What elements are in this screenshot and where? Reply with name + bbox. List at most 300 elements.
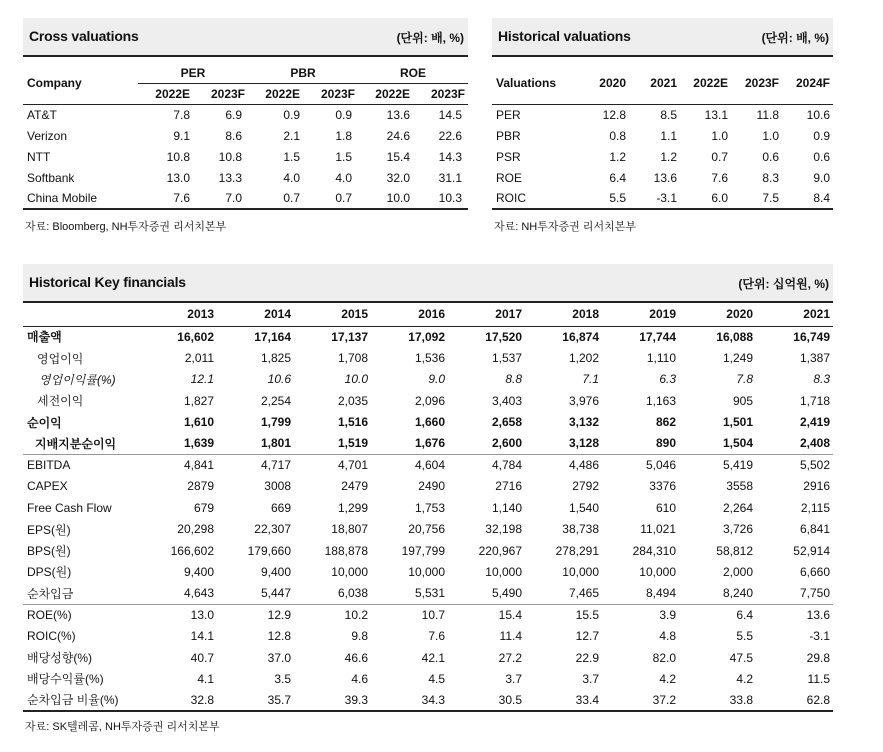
value-cell: 4.0 — [335, 170, 352, 185]
value-cell: 1,753 — [414, 500, 445, 515]
key-financials-body — [23, 326, 833, 711]
key-financials-source: 자료: SK텔레콤, NH투자증권 리서치본부 — [25, 721, 220, 733]
metric-name: CAPEX — [27, 479, 68, 494]
value-cell: 1,519 — [337, 436, 368, 451]
value-cell: 862 — [655, 415, 676, 430]
metric-name: 지배지분순이익 — [35, 436, 117, 451]
historical-valuations-table — [492, 63, 833, 210]
company-name: China Mobile — [23, 188, 138, 209]
table-row — [23, 583, 833, 604]
value-cell: 610 — [655, 500, 676, 515]
year-header: 2022E — [375, 86, 410, 101]
value-cell: 16,088 — [716, 329, 753, 344]
historical-valuations-panel — [492, 18, 833, 238]
value-cell: 6.4 — [679, 604, 756, 625]
value-cell: 10,000 — [562, 564, 599, 579]
value-cell: 0.6 — [813, 149, 830, 164]
value-cell: 6,660 — [799, 564, 830, 579]
historical-valuations-title: Historical valuations — [498, 28, 631, 44]
value-cell: 11.5 — [807, 671, 830, 686]
table-row — [23, 454, 833, 475]
value-cell: 30.5 — [448, 690, 525, 711]
metric-name: 세전이익 — [37, 394, 84, 409]
value-cell: 1,140 — [491, 500, 522, 515]
value-cell: 12.7 — [575, 629, 599, 644]
year-header: 2013 — [187, 307, 214, 322]
key-financials-header — [23, 264, 833, 303]
table-row — [492, 188, 833, 209]
valuation-name: ROE — [496, 170, 523, 185]
value-cell: 8.8 — [505, 372, 522, 387]
value-cell: 4.1 — [197, 671, 214, 686]
label-header — [23, 303, 140, 326]
value-cell: 6,038 — [337, 586, 368, 601]
value-cell: 8.5 — [660, 107, 677, 122]
value-cell: 2,000 — [722, 564, 753, 579]
value-cell: 8,240 — [722, 586, 753, 601]
value-cell: 2,254 — [260, 393, 291, 408]
value-cell: 8.6 — [225, 128, 242, 143]
year-header: 2021 — [650, 76, 677, 91]
value-cell: 40.7 — [190, 650, 214, 665]
year-header: 2021 — [803, 307, 830, 322]
table-row — [23, 647, 833, 668]
valuation-name: PSR — [496, 149, 521, 164]
value-cell: 1,825 — [260, 351, 291, 366]
historical-valuations-source: 자료: NH투자증권 리서치본부 — [494, 221, 636, 233]
value-cell: 8.4 — [782, 188, 833, 209]
table-row — [23, 390, 833, 411]
value-cell: 7.6 — [711, 170, 728, 185]
table-row — [23, 188, 468, 209]
value-cell: 6.9 — [225, 107, 242, 122]
metric-name: 배당성향(%) — [27, 651, 93, 666]
metric-name: ROE(%) — [23, 604, 140, 625]
value-cell: 2716 — [495, 479, 522, 494]
value-cell: 2,096 — [414, 393, 445, 408]
value-cell: 2916 — [803, 479, 830, 494]
value-cell: 6.0 — [680, 188, 731, 209]
value-cell: 6.3 — [659, 372, 676, 387]
metric-name: 순차입금 비율(%) — [23, 690, 140, 711]
metric-name: 순차입금 — [27, 586, 74, 601]
value-cell: 32.8 — [140, 690, 217, 711]
value-cell: 0.9 — [335, 107, 352, 122]
value-cell: 2879 — [187, 479, 214, 494]
value-cell: 1,110 — [646, 351, 676, 366]
value-cell: 1,536 — [414, 351, 445, 366]
cross-valuations-header — [23, 18, 468, 57]
value-cell: 11.8 — [756, 107, 779, 122]
value-cell: 8,494 — [645, 586, 676, 601]
table-row — [23, 540, 833, 561]
company-name: NTT — [27, 149, 51, 164]
value-cell: 9,400 — [183, 564, 214, 579]
table-row — [23, 690, 833, 711]
value-cell: 18,807 — [331, 522, 368, 537]
year-header: 2023F — [430, 86, 465, 101]
value-cell: 3,976 — [568, 393, 599, 408]
table-row — [492, 125, 833, 146]
value-cell: 5.5 — [736, 629, 753, 644]
value-cell: 9.0 — [813, 170, 830, 185]
value-cell: 20,756 — [408, 522, 445, 537]
value-cell: 12.8 — [267, 629, 291, 644]
value-cell: 1,501 — [722, 415, 753, 430]
value-cell: 9,400 — [260, 564, 291, 579]
table-row — [23, 604, 833, 625]
value-cell: 13.6 — [756, 604, 833, 625]
table-row — [23, 561, 833, 582]
value-cell: 6.4 — [609, 170, 626, 185]
value-cell: 3.5 — [274, 671, 291, 686]
table-row — [492, 146, 833, 167]
value-cell: 33.4 — [525, 690, 602, 711]
value-cell: 17,744 — [639, 329, 676, 344]
value-cell: 3,132 — [568, 415, 599, 430]
historical-valuations-body — [492, 104, 833, 209]
value-cell: 0.9 — [283, 107, 300, 122]
value-cell: 1,718 — [799, 393, 830, 408]
cross-valuations-title: Cross valuations — [29, 28, 139, 44]
value-cell: 17,164 — [254, 329, 291, 344]
key-financials-header-row — [23, 303, 833, 326]
valuation-name: PER — [496, 107, 521, 122]
value-cell: 14.3 — [438, 149, 462, 164]
company-name: Verizon — [27, 128, 68, 143]
year-header: 2020 — [726, 307, 753, 322]
year-header: 2023F — [320, 86, 355, 101]
value-cell: 0.7 — [711, 149, 728, 164]
value-cell: 22.9 — [575, 650, 599, 665]
metric-name: ROIC(%) — [27, 629, 76, 644]
metric-name: EPS(원) — [27, 522, 71, 537]
table-row — [23, 104, 468, 125]
table-row — [23, 668, 833, 689]
value-cell: 7.8 — [736, 372, 753, 387]
value-cell: 8.3 — [762, 170, 779, 185]
value-cell: 8.3 — [813, 372, 830, 387]
value-cell: 12.1 — [190, 372, 214, 387]
value-cell: 39.3 — [294, 690, 371, 711]
value-cell: 10.8 — [166, 149, 190, 164]
value-cell: 12.8 — [602, 107, 626, 122]
company-header: Company — [23, 63, 138, 104]
year-header: 2017 — [495, 307, 522, 322]
value-cell: 15.4 — [448, 604, 525, 625]
value-cell: 12.9 — [217, 604, 294, 625]
value-cell: 11.4 — [499, 629, 522, 644]
table-row — [23, 347, 833, 368]
value-cell: 37.0 — [267, 650, 291, 665]
value-cell: -3.1 — [809, 629, 830, 644]
table-row — [492, 167, 833, 188]
value-cell: 0.8 — [609, 128, 626, 143]
value-cell: 14.1 — [190, 629, 214, 644]
value-cell: 1,610 — [183, 415, 214, 430]
value-cell: 31.1 — [438, 170, 462, 185]
metric-name: 영업이익률(%) — [39, 372, 116, 387]
value-cell: 15.4 — [386, 149, 410, 164]
value-cell: 10.0 — [344, 372, 368, 387]
value-cell: 32.0 — [386, 170, 410, 185]
value-cell: 13.0 — [140, 604, 217, 625]
group-header-pbr: PBR — [248, 63, 358, 83]
value-cell: 5,502 — [756, 454, 833, 475]
year-header: 2014 — [264, 307, 291, 322]
year-header: 2015 — [341, 307, 368, 322]
value-cell: 7,750 — [799, 586, 830, 601]
year-header: 2023F — [744, 76, 779, 91]
value-cell: 16,874 — [562, 329, 599, 344]
metric-name: 순이익 — [27, 415, 62, 430]
historical-valuations-header — [492, 18, 833, 57]
value-cell: 1,516 — [337, 415, 368, 430]
value-cell: 4.2 — [659, 671, 676, 686]
value-cell: 52,914 — [793, 543, 830, 558]
value-cell: 1,163 — [645, 393, 676, 408]
value-cell: 10,000 — [408, 564, 445, 579]
value-cell: 905 — [732, 393, 753, 408]
year-header: 2022E — [155, 86, 190, 101]
cross-valuations-source: 자료: Bloomberg, NH투자증권 리서치본부 — [25, 221, 227, 233]
value-cell: 179,660 — [247, 543, 291, 558]
value-cell: 284,310 — [632, 543, 676, 558]
value-cell: 4.0 — [283, 170, 300, 185]
value-cell: 7,465 — [568, 586, 599, 601]
value-cell: 13.3 — [218, 170, 242, 185]
value-cell: 4.6 — [351, 671, 368, 686]
year-header: 2022E — [265, 86, 300, 101]
value-cell: 9.8 — [351, 629, 368, 644]
value-cell: 10.7 — [371, 604, 448, 625]
value-cell: 3.7 — [582, 671, 599, 686]
metric-name: 매출액 — [27, 330, 62, 345]
value-cell: 5,447 — [260, 586, 291, 601]
value-cell: 17,137 — [331, 329, 368, 344]
value-cell: 1.5 — [335, 149, 352, 164]
value-cell: 2,419 — [799, 415, 830, 430]
metric-name: DPS(원) — [27, 565, 72, 580]
value-cell: 4,643 — [183, 586, 214, 601]
value-cell: 11,021 — [640, 522, 676, 537]
value-cell: 278,291 — [555, 543, 599, 558]
value-cell: 2,264 — [722, 500, 753, 515]
year-header: 2024F — [795, 76, 830, 91]
group-header-per: PER — [138, 63, 248, 83]
value-cell: 5,419 — [679, 454, 756, 475]
year-header: 2016 — [418, 307, 445, 322]
value-cell: 35.7 — [217, 690, 294, 711]
value-cell: 29.8 — [806, 650, 830, 665]
value-cell: 679 — [193, 500, 214, 515]
value-cell: 1,827 — [183, 393, 214, 408]
value-cell: 0.9 — [813, 128, 830, 143]
cross-valuations-panel — [23, 18, 468, 238]
metric-name: BPS(원) — [27, 544, 71, 559]
value-cell: 58,812 — [716, 543, 753, 558]
value-cell: 2,408 — [799, 436, 830, 451]
value-cell: 7.6 — [428, 629, 445, 644]
value-cell: 22,307 — [254, 522, 291, 537]
value-cell: 1,537 — [491, 351, 522, 366]
table-row — [23, 476, 833, 497]
value-cell: 1,387 — [799, 351, 830, 366]
company-name: AT&T — [27, 107, 57, 122]
value-cell: 1.8 — [335, 128, 352, 143]
value-cell: 6,841 — [799, 522, 830, 537]
value-cell: 14.5 — [438, 107, 462, 122]
value-cell: 17,520 — [485, 329, 522, 344]
value-cell: 10.0 — [358, 188, 413, 209]
company-name: Softbank — [27, 170, 75, 185]
value-cell: 4,841 — [140, 454, 217, 475]
year-header: 2022E — [693, 76, 728, 91]
value-cell: 3,403 — [491, 393, 522, 408]
value-cell: 82.0 — [652, 650, 676, 665]
value-cell: 2490 — [418, 479, 445, 494]
value-cell: 2,115 — [800, 500, 830, 515]
value-cell: 10.8 — [218, 149, 242, 164]
value-cell: 3.7 — [505, 671, 522, 686]
value-cell: 1,660 — [414, 415, 445, 430]
value-cell: 10,000 — [331, 564, 368, 579]
value-cell: 46.6 — [344, 650, 368, 665]
value-cell: 4.8 — [659, 629, 676, 644]
metric-name: 영업이익 — [37, 351, 84, 366]
value-cell: 62.8 — [756, 690, 833, 711]
value-cell: 13.1 — [704, 107, 728, 122]
value-cell: 7.0 — [193, 188, 248, 209]
year-header: 2023F — [210, 86, 245, 101]
value-cell: 4,604 — [371, 454, 448, 475]
historical-valuations-unit: (단위: 배, %) — [761, 31, 829, 45]
metric-name: EBITDA — [23, 454, 140, 475]
value-cell: 2,658 — [491, 415, 522, 430]
value-cell: 2792 — [572, 479, 599, 494]
value-cell: 7.1 — [582, 372, 599, 387]
table-row — [23, 369, 833, 390]
value-cell: 27.2 — [498, 650, 522, 665]
value-cell: 4,784 — [448, 454, 525, 475]
value-cell: 7.5 — [731, 188, 782, 209]
value-cell: 5,490 — [491, 586, 522, 601]
value-cell: 1,249 — [722, 351, 753, 366]
value-cell: 1,708 — [337, 351, 368, 366]
value-cell: 3,726 — [722, 522, 753, 537]
value-cell: 10.3 — [413, 188, 468, 209]
historical-valuations-header-row — [492, 63, 833, 104]
table-row — [23, 433, 833, 454]
value-cell: 1,299 — [337, 500, 368, 515]
value-cell: 10.6 — [267, 372, 291, 387]
value-cell: 24.6 — [386, 128, 410, 143]
table-row — [23, 519, 833, 540]
value-cell: 188,878 — [324, 543, 368, 558]
value-cell: 0.7 — [248, 188, 303, 209]
value-cell: 3376 — [649, 479, 676, 494]
value-cell: 37.2 — [602, 690, 679, 711]
value-cell: 10.6 — [806, 107, 830, 122]
value-cell: 34.3 — [371, 690, 448, 711]
value-cell: 1.2 — [609, 149, 626, 164]
value-cell: 1.0 — [711, 128, 728, 143]
value-cell: 9.0 — [428, 372, 445, 387]
valuations-header: Valuations — [496, 76, 557, 91]
value-cell: 1,540 — [568, 500, 599, 515]
value-cell: 15.5 — [525, 604, 602, 625]
table-row — [23, 146, 468, 167]
metric-name: Free Cash Flow — [27, 500, 112, 515]
value-cell: 1,504 — [722, 436, 753, 451]
value-cell: 2,600 — [491, 436, 522, 451]
value-cell: 0.6 — [762, 149, 779, 164]
table-row — [23, 497, 833, 518]
value-cell: 1,799 — [260, 415, 291, 430]
value-cell: 13.0 — [166, 170, 190, 185]
value-cell: 4,717 — [217, 454, 294, 475]
value-cell: 1.1 — [660, 128, 677, 143]
value-cell: 10,000 — [639, 564, 676, 579]
value-cell: 42.1 — [421, 650, 445, 665]
table-row — [23, 326, 833, 347]
key-financials-panel — [23, 264, 833, 742]
year-header: 2020 — [599, 76, 626, 91]
value-cell: 2.1 — [283, 128, 300, 143]
year-header: 2018 — [572, 307, 599, 322]
value-cell: 1.2 — [660, 149, 677, 164]
value-cell: 7.6 — [138, 188, 193, 209]
value-cell: 2,035 — [337, 393, 368, 408]
value-cell: 1,639 — [183, 436, 214, 451]
value-cell: 669 — [270, 500, 291, 515]
value-cell: 17,092 — [408, 329, 445, 344]
value-cell: 1.5 — [283, 149, 300, 164]
value-cell: 3,128 — [568, 436, 599, 451]
value-cell: 13.6 — [386, 107, 410, 122]
value-cell: 1.0 — [762, 128, 779, 143]
cross-valuations-unit: (단위: 배, %) — [396, 31, 464, 45]
table-row — [492, 104, 833, 125]
value-cell: 4,486 — [525, 454, 602, 475]
valuation-name: ROIC — [492, 188, 578, 209]
year-header: 2019 — [649, 307, 676, 322]
value-cell: 3008 — [264, 479, 291, 494]
value-cell: 1,676 — [414, 436, 445, 451]
key-financials-title: Historical Key financials — [29, 274, 186, 290]
value-cell: 4,701 — [294, 454, 371, 475]
value-cell: 10.2 — [294, 604, 371, 625]
value-cell: 10,000 — [485, 564, 522, 579]
value-cell: 20,298 — [177, 522, 214, 537]
value-cell: 2,011 — [184, 351, 214, 366]
value-cell: 3.9 — [602, 604, 679, 625]
value-cell: 13.6 — [653, 170, 677, 185]
table-row — [23, 412, 833, 433]
value-cell: 9.1 — [173, 128, 190, 143]
value-cell: 38,738 — [562, 522, 599, 537]
value-cell: 197,799 — [401, 543, 445, 558]
table-row — [23, 625, 833, 646]
value-cell: 33.8 — [679, 690, 756, 711]
value-cell: 890 — [655, 436, 676, 451]
metric-name: 배당수익률(%) — [27, 672, 104, 687]
value-cell: 22.6 — [438, 128, 462, 143]
value-cell: -3.1 — [629, 188, 680, 209]
value-cell: 7.8 — [173, 107, 190, 122]
value-cell: 5,531 — [414, 586, 445, 601]
value-cell: 1,801 — [260, 436, 291, 451]
